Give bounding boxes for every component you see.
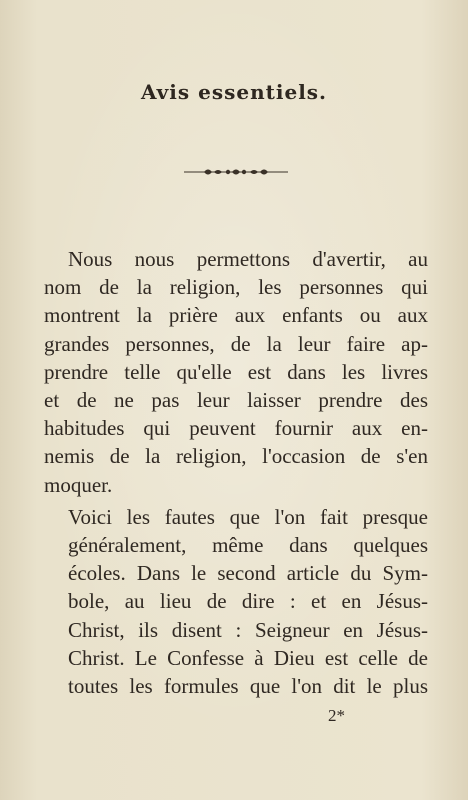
text-line: Christ. Le Confesse à Dieu est celle de: [68, 645, 428, 670]
page-title: Avis essentiels.: [140, 80, 328, 104]
text-line: toutes les formules que l'on dit le plus: [68, 674, 428, 699]
text-line: montrent la prière aux enfants ou aux: [44, 303, 428, 328]
text-line: moquer.: [44, 472, 113, 497]
text-line: et de ne pas leur laisser prendre des: [44, 388, 428, 413]
text-line: nom de la religion, les personnes qui: [44, 275, 428, 300]
decorative-ornament: [184, 165, 288, 179]
text-line: généralement, même dans quelques: [68, 533, 428, 558]
body-text: [44, 245, 428, 700]
text-line: Christ, ils disent : Seigneur en Jésus-: [68, 617, 428, 642]
paragraph-2: [44, 503, 428, 700]
text-line: habitudes qui peuvent fournir aux en-: [44, 416, 428, 441]
text-line: nemis de la religion, l'occasion de s'en: [44, 444, 428, 469]
paragraph-1: [44, 245, 428, 499]
text-line: Voici les fautes que l'on fait presque: [68, 504, 428, 529]
page-number: 2*: [328, 706, 345, 725]
text-line: prendre telle qu'elle est dans les livres: [44, 359, 428, 384]
text-line: grandes personnes, de la leur faire ap-: [44, 331, 428, 356]
text-line: Nous nous permettons d'avertir, au: [68, 247, 428, 271]
text-line: bole, au lieu de dire : et en Jésus-: [68, 589, 428, 614]
text-line: écoles. Dans le second article du Sym-: [68, 561, 428, 586]
